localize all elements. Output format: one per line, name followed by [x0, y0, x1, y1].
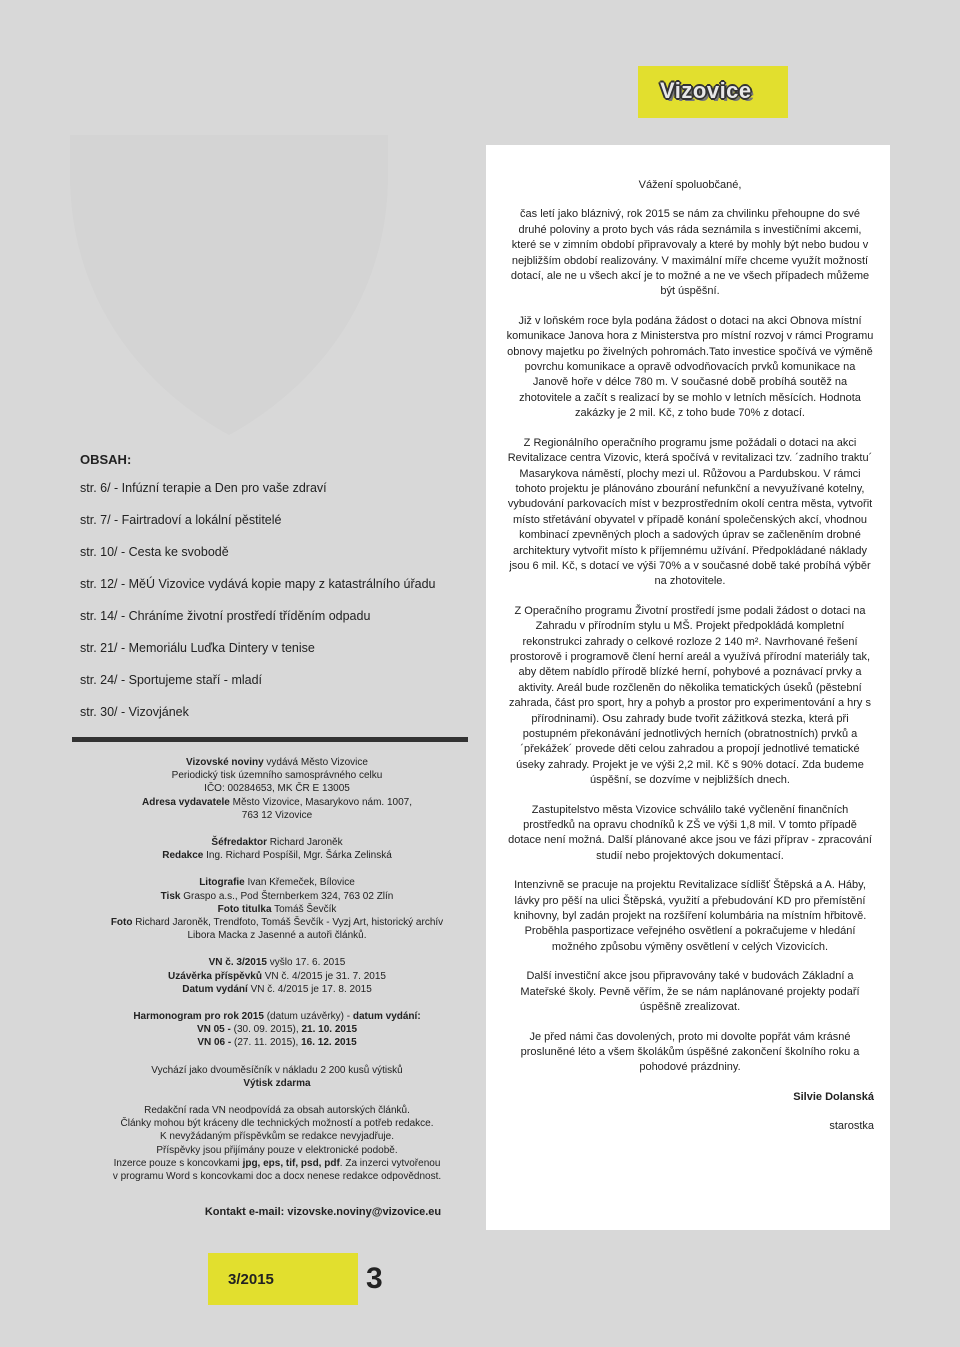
toc-item: str. 6/ - Infúzní terapie a Den pro vaše zdraví [80, 481, 327, 495]
brand-title: Vizovice [660, 78, 752, 103]
footer-issue: 3/2015 [228, 1271, 274, 1288]
imprint-label: Foto [110, 917, 133, 929]
contact-email: Kontakt e-mail: vizovske.noviny@vizovice.eu [204, 1206, 442, 1218]
imprint-text: (30. 09. 2015), [230, 1024, 302, 1036]
imprint-label: Adresa vydavatele [142, 796, 230, 808]
imprint-text: Redakční rada VN neodpovídá za obsah autorských článků. [144, 1105, 410, 1117]
imprint-label: datum vydání: [352, 1011, 421, 1023]
coat-of-arms-shield [70, 135, 388, 435]
imprint-label: 16. 12. 2015 [301, 1037, 357, 1049]
imprint-text: Richard Jaroněk [266, 837, 343, 849]
letter-paragraph: Intenzivně se pracuje na projektu Revitalizace sídlišť Štěpská a A. Háby, lávky pro pěší na ulici Štěpská, využití a přebudování KD pro přemístění knihovny, byl zadán projekt na rozšíření kolumbária na místním hřbitově. Proběhla pasportizace veřejného osvětlení a pokračujeme v hledání možného způsobu výměny osvětlení v celých Vizovicích. [513, 879, 867, 953]
imprint-label: Výtisk zdarma [243, 1077, 311, 1089]
letter-paragraph: Zastupitelstvo města Vizovice schválilo také vyčlenění finančních prostředků na opravu chodníků k ZŠ ve výši 1,8 mil. V tomto případě dotace není možná. Další plánované akce jsou ve fázi příprav - zpracování studií nebo projektových dokumentací. [508, 803, 872, 862]
letter-role: starostka [829, 1120, 874, 1133]
imprint-label: Redakce [162, 850, 204, 862]
imprint-text: Graspo a.s., Pod Šternberkem 324, 763 02 Zlín [180, 890, 394, 902]
imprint-text: VN č. 4/2015 je 31. 7. 2015 [261, 970, 386, 982]
imprint-text: Příspěvky jsou přijímány pouze v elektronické podobě. [156, 1144, 398, 1156]
imprint-text: 763 12 Vizovice [241, 809, 313, 821]
letter-paragraph: čas letí jako bláznivý, rok 2015 se nám za chvilinku přehoupne do své druhé poloviny a proto bych vás ráda seznámila s investičními akcemi, které se v zimním období připravovaly a které by mohly být nebo budou v nejbližším období realizovány. V maximální míře chceme využít možností dotací, ale ne u všech akcí je to možné a ne ve všech případech můžeme být úspěšní. [510, 208, 870, 298]
letter-paragraph: Je před námi čas dovolených, proto mi dovolte popřát vám krásné prosluněné léto a všem školákům úspěšné zakončení školního roku a pohodové prázdniny. [520, 1030, 860, 1074]
toc-item: str. 21/ - Memoriálu Luďka Dintery v tenise [80, 641, 315, 655]
imprint-text: IČO: 00284653, MK ČR E 13005 [204, 783, 350, 795]
divider-rule [72, 737, 468, 742]
imprint-label: Foto titulka [217, 903, 272, 915]
toc-item: str. 14/ - Chráníme životní prostředí tříděním odpadu [80, 609, 371, 623]
toc-item: str. 10/ - Cesta ke svobodě [80, 545, 229, 559]
imprint [88, 756, 466, 1183]
letter-paragraph: Z Regionálního operačního programu jsme požádali o dotaci na akci Revitalizace centra Vizovic, která spočívá v revitalizaci tzv. ´zadního traktu´ Masarykova náměstí, plochy mezi ul. Růžovou a Pardubskou. V rámci tohoto projektu je plánováno zbourání nefunkční a nevyužívané kotelny, vybudování parkovacích míst v bezprostředním okolí centra města, vytvořit místo střetávání obyvatel v případě konání společenských akcí, vhodnou kombinací zpevněných ploch a sadových úprav se začleněním drobné architektury vytvořit místo k příjemnému užívání. Předpokládané náklady jsou 6 mil. Kč, s dotací ve výši 70% a v současné době také probíhá výběr na zhotovitele. [507, 436, 873, 588]
imprint-label: Datum vydání [182, 983, 248, 995]
imprint-text: Ivan Křemeček, Bílovice [244, 877, 355, 889]
brand-box [638, 66, 788, 118]
imprint-label: Šéfredaktor [211, 837, 267, 849]
imprint-text: Periodický tisk územního samosprávného celku [171, 770, 383, 782]
imprint-text: vyšlo 17. 6. 2015 [266, 957, 346, 969]
imprint-label: Vizovské noviny [186, 757, 264, 768]
letter-paragraph: Další investiční akce jsou připravovány také v budovách Základní a Mateřské školy. Pevně věřím, že se nám naplánované projekty podaří úspěšně zrealizovat. [520, 970, 860, 1014]
toc-title: OBSAH: [80, 452, 132, 467]
toc-item: str. 30/ - Vizovjánek [80, 705, 189, 719]
imprint-label: VN č. 3/2015 [208, 957, 267, 969]
imprint-label: Harmonogram pro rok 2015 [133, 1011, 264, 1023]
imprint-text: . Za inzerci vytvořenou [339, 1157, 441, 1169]
mayor-letter [506, 178, 874, 1149]
letter-greeting: Vážení spoluobčané, [638, 179, 742, 191]
imprint-text: VN č. 4/2015 je 17. 8. 2015 [247, 983, 372, 995]
imprint-label: Tisk [160, 890, 181, 902]
imprint-label: Litografie [199, 877, 245, 889]
imprint-text: Ing. Richard Pospíšil, Mgr. Šárka Zelinská [203, 850, 392, 862]
imprint-text: Libora Macka z Jasenné a autoři článků. [187, 930, 367, 942]
imprint-text: (27. 11. 2015), [231, 1037, 302, 1049]
imprint-text: (datum uzávěrky) - [263, 1011, 353, 1023]
imprint-label: VN 05 - [196, 1024, 231, 1036]
imprint-label: Uzávěrka příspěvků [168, 970, 262, 982]
table-of-contents [80, 452, 480, 737]
imprint-text: Články mohou být kráceny dle technických možností a potřeb redakce. [120, 1118, 434, 1130]
page-number: 3 [366, 1262, 383, 1295]
letter-paragraph: Již v loňském roce byla podána žádost o dotaci na akci Obnova místní komunikace Janova hora z Ministerstva pro místní rozvoj v rámci Programu obnovy majetku po živelných pohromách.Tato investice spočívá ve výměně povrchu komunikace a opravě odvodňovacích prvků komunikace na Janově hoře v délce 780 m. V současné době probíhá soutěž na zhotovitele a začít s realizací by se mohlo v letních měsících. Hodnota zakázky je 2 mil. Kč, z toho bude 70% z dotací. [506, 314, 874, 420]
imprint-text: Inzerce pouze s koncovkami [113, 1157, 243, 1169]
letter-signature: Silvie Dolanská [793, 1090, 874, 1103]
imprint-text: Richard Jaroněk, Trendfoto, Tomáš Ševčík - Vyzj Art, historický archív [132, 917, 444, 929]
imprint-text: Tomáš Ševčík [271, 903, 337, 915]
imprint-label: jpg, eps, tif, psd, pdf [242, 1157, 340, 1169]
imprint-text: Město Vizovice, Masarykovo nám. 1007, [229, 796, 412, 808]
letter-paragraph: Z Operačního programu Životní prostředí jsme podali žádost o dotaci na Zahradu v přírodním stylu u MŠ. Projekt předpokládá kompletní rekonstrukci zahrady o celkové rozloze 2 140 m². Navrhované řešení prostorově i programově člení herní areál a využívá přírodní materiály tak, aby dětem nabídlo přírodě blízké herní, pohybové a poznávací prvky a aktivity. Areál bude rozčleněn do několika tematických úseků (pěstební zahrada, část pro sport, hry a pohyb a prostor pro experimentování a hry s přírodninami). Osu zahrady bude tvořit zážitková stezka, která při postupném překonávání jednotlivých herních (obratnostních) prvků a ´překážek´ provede děti celou zahradou a propojí jednotlivé tematické úseky zahrady. Projekt je ve výši 2,2 mil. Kč s 90% dotací. Zda budeme úspěšní, se dozvíme v nejbližších dnech. [509, 604, 871, 787]
toc-item: str. 7/ - Fairtradoví a lokální pěstitelé [80, 513, 282, 527]
top-band [0, 0, 960, 40]
imprint-text: Vychází jako dvouměsíčník v nákladu 2 200 kusů výtisků [151, 1064, 403, 1076]
imprint-text: vydává Město Vizovice [263, 757, 368, 768]
imprint-text: v programu Word s koncovkami doc a docx nenese redakce odpovědnost. [112, 1171, 442, 1183]
imprint-label: 21. 10. 2015 [301, 1024, 358, 1036]
toc-item: str. 12/ - MěÚ Vizovice vydává kopie mapy z katastrálního úřadu [80, 577, 436, 591]
imprint-label: VN 06 - [197, 1037, 232, 1049]
toc-item: str. 24/ - Sportujeme staří - mladí [80, 673, 263, 687]
imprint-text: K nevyžádaným příspěvkům se redakce nevyjadřuje. [159, 1131, 394, 1143]
